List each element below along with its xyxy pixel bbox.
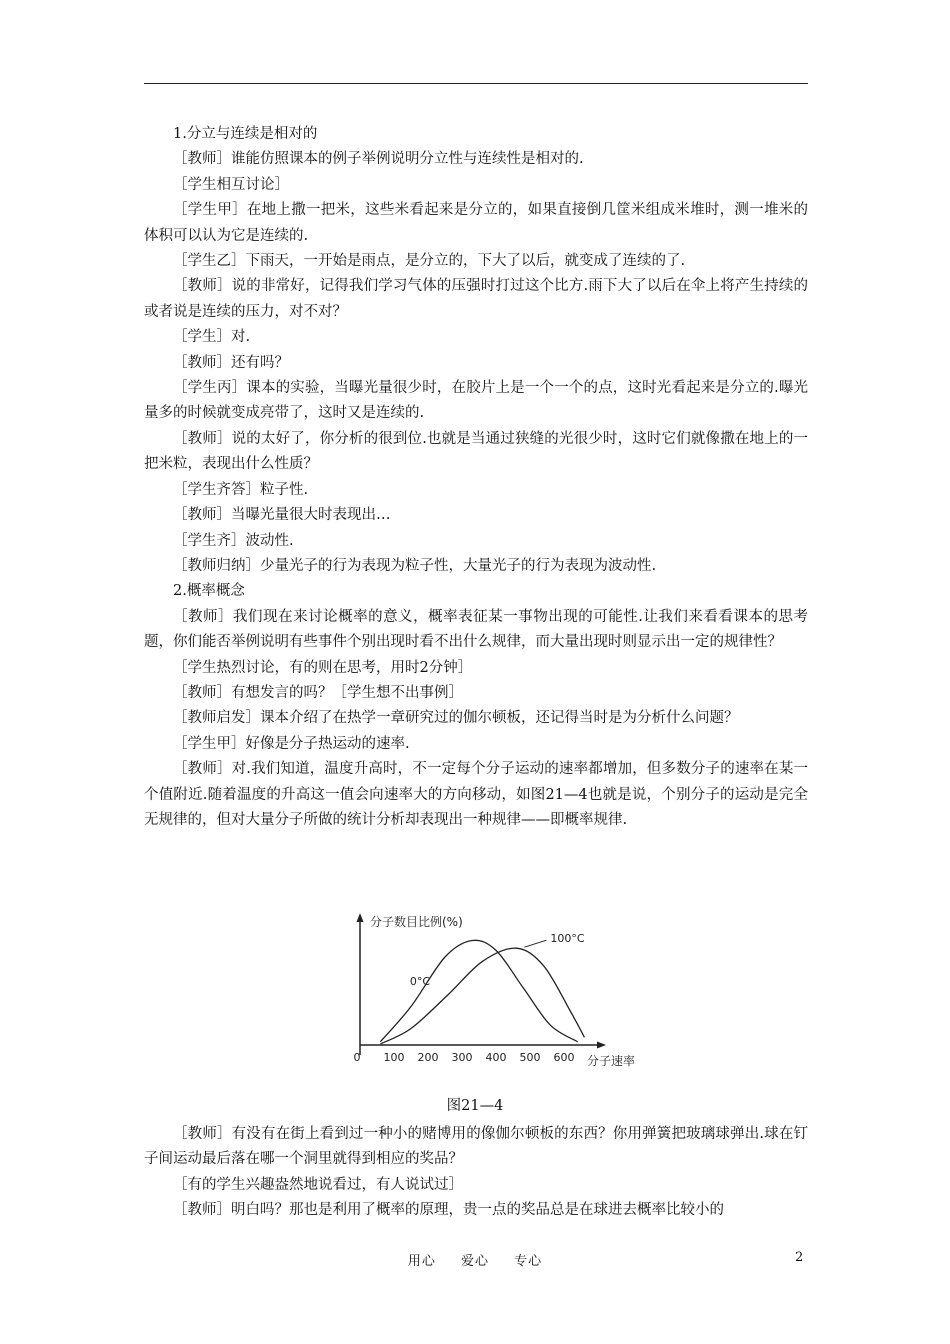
x-tick-label: 400 — [485, 1051, 507, 1064]
body-text-continued — [144, 1122, 808, 1224]
paragraph: ［教师］谁能仿照课本的例子举例说明分立性与连续性是相对的. — [173, 151, 584, 168]
series-line — [380, 948, 584, 1044]
x-tick-label: 0 — [353, 1051, 361, 1064]
paragraph: ［学生相互讨论］ — [173, 176, 289, 193]
y-axis-arrow — [357, 913, 364, 922]
paragraph: ［教师］说的非常好，记得我们学习气体的压强时打过这个比方.雨下大了以后在伞上将产生持续的或者说是连续的压力，对不对？ — [144, 278, 808, 320]
footer-item: 专心 — [514, 1254, 543, 1269]
body-text — [144, 122, 808, 833]
paragraph: ［教师］对.我们知道，温度升高时，不一定每个分子运动的速率都增加，但多数分子的速率在某一个值附近.随着温度的升高这一值会向速率大的方向移动，如图21—4也就是说，个别分子的运动是完全无规律的，但对大量分子所做的统计分析却表现出一种规律——即概率规律. — [144, 761, 808, 828]
paragraph: 1.分立与连续是相对的 — [173, 126, 318, 142]
paragraph: ［有的学生兴趣盎然地说看过，有人说试过］ — [173, 1176, 463, 1193]
speed-distribution-figure — [340, 905, 660, 1075]
paragraph: ［学生热烈讨论，有的则在思考，用时2分钟］ — [173, 659, 473, 676]
paragraph: ［教师启发］课本介绍了在热学一章研究过的伽尔顿板，还记得当时是为分析什么问题？ — [173, 710, 739, 727]
y-axis-label: 分子数目比例(%) — [370, 915, 463, 929]
paragraph: ［学生丙］课本的实验，当曝光量很少时，在胶片上是一个一个的点，这时光看起来是分立的.曝光量多的时候就变成亮带了，这时又是连续的. — [144, 380, 808, 422]
paragraph: 2.概率概念 — [173, 583, 245, 600]
series-line — [380, 940, 577, 1041]
footer-item: 爱心 — [460, 1254, 489, 1269]
x-tick-label: 200 — [417, 1051, 439, 1064]
series-label: 100°C — [550, 932, 585, 946]
paragraph: ［教师］明白吗？那也是利用了概率的原理，贵一点的奖品总是在球进去概率比较小的 — [173, 1202, 724, 1219]
paragraph: ［学生乙］下雨天，一开始是雨点，是分立的，下大了以后，就变成了连续的了. — [173, 253, 686, 270]
chart-svg — [340, 905, 660, 1075]
paragraph: ［学生甲］在地上撒一把米，这些米看起来是分立的，如果直接倒几筐米组成米堆时，测一堆米的体积可以认为它是连续的. — [144, 202, 808, 244]
paragraph: ［教师］我们现在来讨论概率的意义，概率表征某一事物出现的可能性.让我们来看看课本的思考题，你们能否举例说明有些事件个别出现时看不出什么规律，而大量出现时则显示出一定的规律性？ — [144, 608, 808, 651]
series-group — [380, 932, 584, 1044]
x-axis-label: 分子速率 — [587, 1054, 636, 1068]
paragraph: ［学生齐］波动性. — [173, 532, 294, 549]
series-label: 0°C — [409, 975, 431, 988]
header-rule — [144, 83, 808, 84]
paragraph: ［教师］有想发言的吗？［学生想不出事例］ — [173, 684, 463, 701]
paragraph: ［学生甲］好像是分子热运动的速率. — [173, 735, 410, 752]
paragraph: ［学生齐答］粒子性. — [173, 481, 309, 498]
series-label-leader — [524, 940, 546, 947]
x-axis-arrow — [597, 1042, 606, 1049]
paragraph: ［教师］说的太好了，你分析的很到位.也就是当通过狭缝的光很少时，这时它们就像撒在地上的一把米粒，表现出什么性质？ — [144, 430, 808, 473]
x-tick-labels — [354, 1051, 575, 1064]
paragraph: ［教师］还有吗？ — [173, 354, 289, 371]
paragraph: ［教师］有没有在街上看到过一种小的赌博用的像伽尔顿板的东西？你用弹簧把玻璃球弹出.球在钉子间运动最后落在哪一个洞里就得到相应的奖品？ — [144, 1126, 808, 1168]
x-tick-label: 100 — [383, 1051, 405, 1064]
page-number: 2 — [795, 1250, 804, 1265]
x-tick-label: 300 — [451, 1051, 473, 1064]
paragraph: ［教师归纳］少量光子的行为表现为粒子性，大量光子的行为表现为波动性. — [173, 557, 657, 574]
paragraph: ［教师］当曝光量很大时表现出… — [173, 507, 391, 524]
paragraph: ［学生］对. — [173, 329, 251, 346]
x-tick-label: 500 — [519, 1051, 541, 1064]
footer — [0, 1250, 950, 1269]
footer-item: 用心 — [407, 1254, 436, 1269]
x-tick-label: 600 — [553, 1051, 575, 1064]
figure-caption: 图21—4 — [446, 1098, 504, 1114]
